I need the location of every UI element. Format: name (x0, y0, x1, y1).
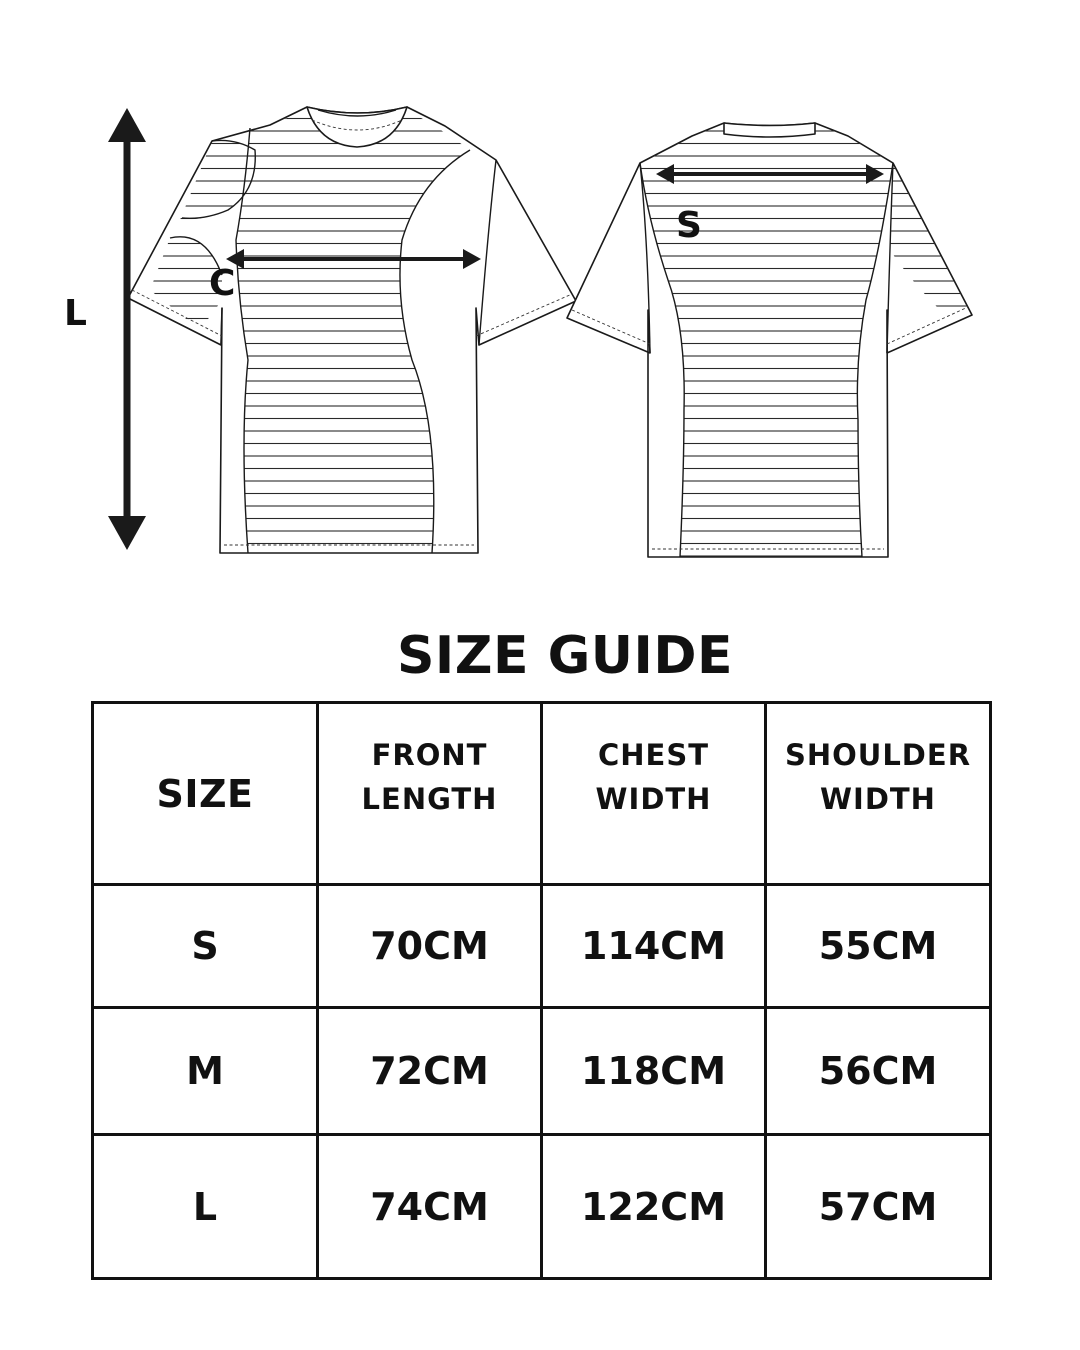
front-length-cell: 74CM (318, 1135, 542, 1279)
size-cell: S (93, 885, 318, 1008)
header-chest-width: CHEST WIDTH (542, 703, 766, 885)
tshirt-illustration (0, 0, 1080, 600)
table-header-row (93, 703, 991, 885)
page-title: SIZE GUIDE (396, 626, 734, 686)
length-label: L (64, 293, 87, 334)
chest-width-cell: 118CM (542, 1008, 766, 1135)
front-length-cell: 70CM (318, 885, 542, 1008)
size-cell: M (93, 1008, 318, 1135)
chest-width-cell: 114CM (542, 885, 766, 1008)
front-view (128, 107, 576, 553)
header-size: SIZE (93, 703, 318, 885)
table-row (93, 1135, 991, 1279)
chest-width-cell: 122CM (542, 1135, 766, 1279)
front-length-cell: 72CM (318, 1008, 542, 1135)
shoulder-width-cell: 56CM (766, 1008, 991, 1135)
shoulder-width-cell: 57CM (766, 1135, 991, 1279)
shoulder-width-cell: 55CM (766, 885, 991, 1008)
length-arrow (108, 108, 146, 550)
size-table (91, 701, 992, 1280)
table-row (93, 1008, 991, 1135)
back-view (567, 123, 972, 557)
shoulder-label: S (676, 205, 702, 246)
size-cell: L (93, 1135, 318, 1279)
chest-label: C (209, 263, 236, 304)
table-row (93, 885, 991, 1008)
header-shoulder-width: SHOULDER WIDTH (766, 703, 991, 885)
header-front-length: FRONT LENGTH (318, 703, 542, 885)
